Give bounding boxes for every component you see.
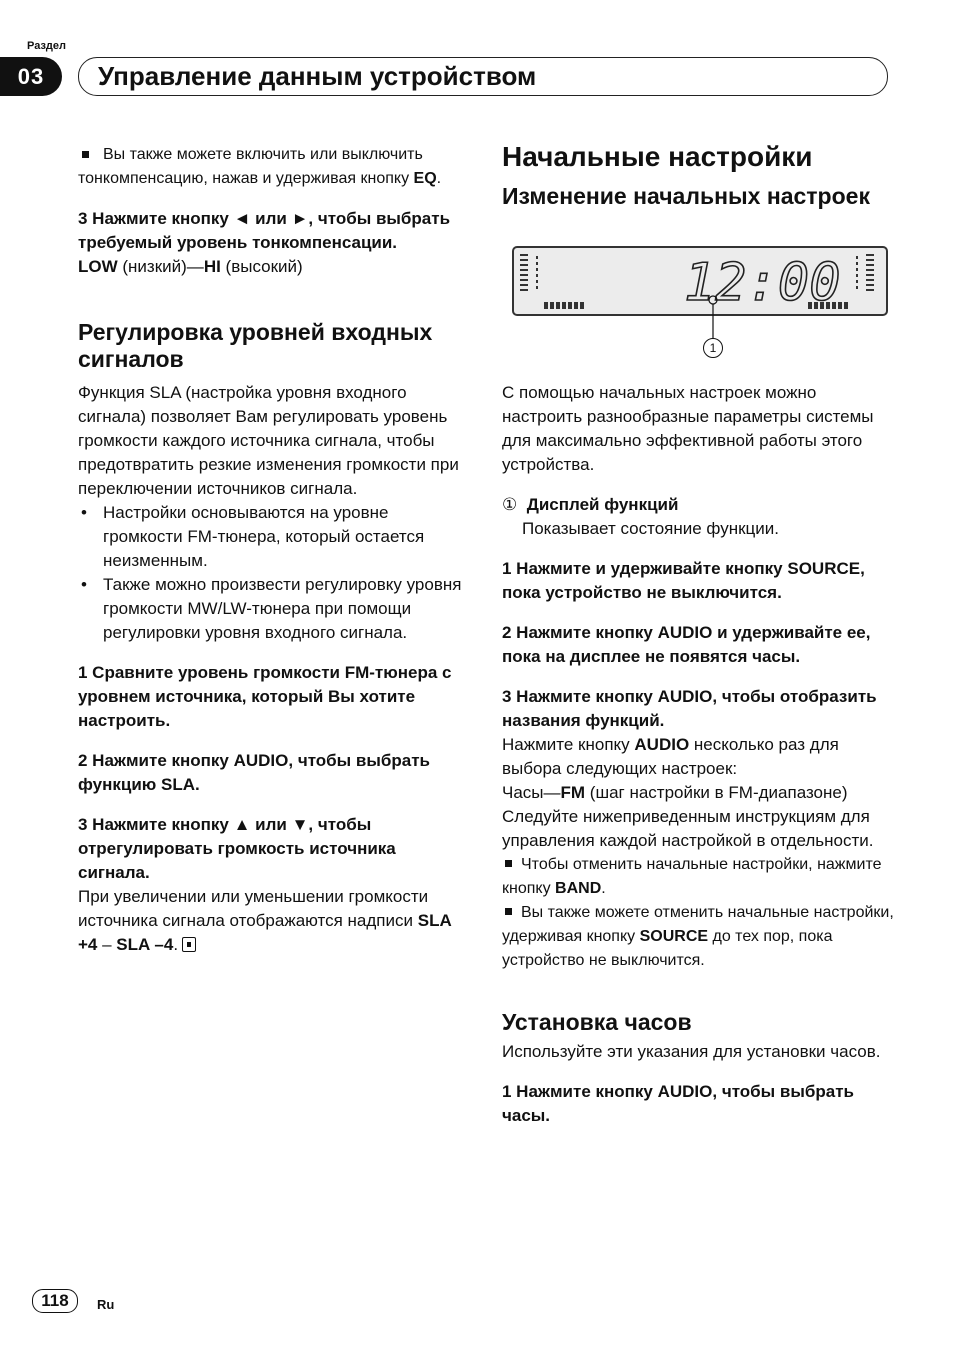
sla-heading: Регулировка уровней входных сигналов xyxy=(78,319,433,372)
sla-result: При увеличении или уменьшении громкости источника сигнала отображаются надписи SLA +4 – SLA –4. xyxy=(78,887,452,954)
step3-body-1: Нажмите кнопку AUDIO несколько раз для выбора следующих настроек: xyxy=(502,735,839,778)
list-item: • Настройки основываются на уровне громкости FM-тюнера, который остается неизменным. xyxy=(81,503,425,570)
sla-intro: Функция SLA (настройка уровня входного сигнала) позволяет Вам регулировать уровень громкости каждого источника сигнала, чтобы предотвратить резкие изменения громкости при переключении источников сигнала. xyxy=(78,383,459,498)
end-of-section-icon xyxy=(182,937,196,952)
initial-settings-intro: С помощью начальных настроек можно настроить разнообразные параметры системы для максимально эффективной работы этого устройства. xyxy=(502,383,874,474)
sla-step-3: 3 Нажмите кнопку ▲ или ▼, чтобы отрегулировать громкость источника сигнала. xyxy=(78,815,396,882)
sub-heading: Изменение начальных настроек xyxy=(502,183,870,209)
callout-number: 1 xyxy=(703,338,723,358)
step3-body-3: Следуйте нижеприведенным инструкциям для управления каждой настройкой в отдельности. xyxy=(502,807,874,850)
legend-item: ① Дисплей функций xyxy=(502,495,679,514)
clock-heading: Установка часов xyxy=(502,1009,692,1035)
list-item: • Также можно произвести регулировку уровня громкости MW/LW-тюнера при помощи регулировки уровня входного сигнала. xyxy=(81,575,462,642)
language-label: Ru xyxy=(97,1297,115,1312)
note-band: Чтобы отменить начальные настройки, нажмите кнопку BAND. xyxy=(502,856,882,897)
note-eq: Вы также можете включить или выключить тонкомпенсацию, нажав и удерживая кнопку EQ. xyxy=(78,146,442,187)
section-number-badge: 03 xyxy=(0,57,62,96)
init-step-3: 3 Нажмите кнопку AUDIO, чтобы отобразить названия функций. xyxy=(502,687,877,730)
section-title: Управление данным устройством xyxy=(98,61,537,91)
sla-step-2: 2 Нажмите кнопку AUDIO, чтобы выбрать функцию SLA. xyxy=(78,751,431,794)
page-number: 118 xyxy=(32,1289,78,1313)
legend-description: Показывает состояние функции. xyxy=(522,519,779,538)
display-time: 12:00 xyxy=(684,253,841,313)
right-column xyxy=(502,140,894,210)
left-column xyxy=(78,143,468,957)
clock-step-1: 1 Нажмите кнопку AUDIO, чтобы выбрать часы. xyxy=(502,1082,855,1125)
init-step-1: 1 Нажмите и удерживайте кнопку SOURCE, пока устройство не выключится. xyxy=(502,559,865,602)
main-heading: Начальные настройки xyxy=(502,141,813,172)
note-source: Вы также можете отменить начальные настройки, удерживая кнопку SOURCE до тех пор, пока устройство не выключится. xyxy=(502,904,894,969)
square-bullet-icon xyxy=(505,908,512,915)
sla-step-1: 1 Сравните уровень громкости FM-тюнера с уровнем источника, который Вы хотите настроить. xyxy=(78,663,452,730)
section-label: Раздел xyxy=(27,40,66,52)
clock-intro: Используйте эти указания для установки часов. xyxy=(502,1042,881,1061)
square-bullet-icon xyxy=(82,151,89,158)
init-step-2: 2 Нажмите кнопку AUDIO и удерживайте ее, пока на дисплее не появятся часы. xyxy=(502,623,871,666)
eq-button-label: EQ xyxy=(413,170,437,187)
step-3-loudness: 3 Нажмите кнопку ◄ или ►, чтобы выбрать требуемый уровень тонкомпенсации. xyxy=(78,209,451,252)
square-bullet-icon xyxy=(505,860,512,867)
loudness-levels: LOW (низкий)—HI (высокий) xyxy=(78,257,303,276)
right-column-body xyxy=(502,381,894,1128)
step3-body-2: Часы—FM (шаг настройки в FM-диапазоне) xyxy=(502,783,848,802)
callout-line-icon xyxy=(700,290,730,340)
